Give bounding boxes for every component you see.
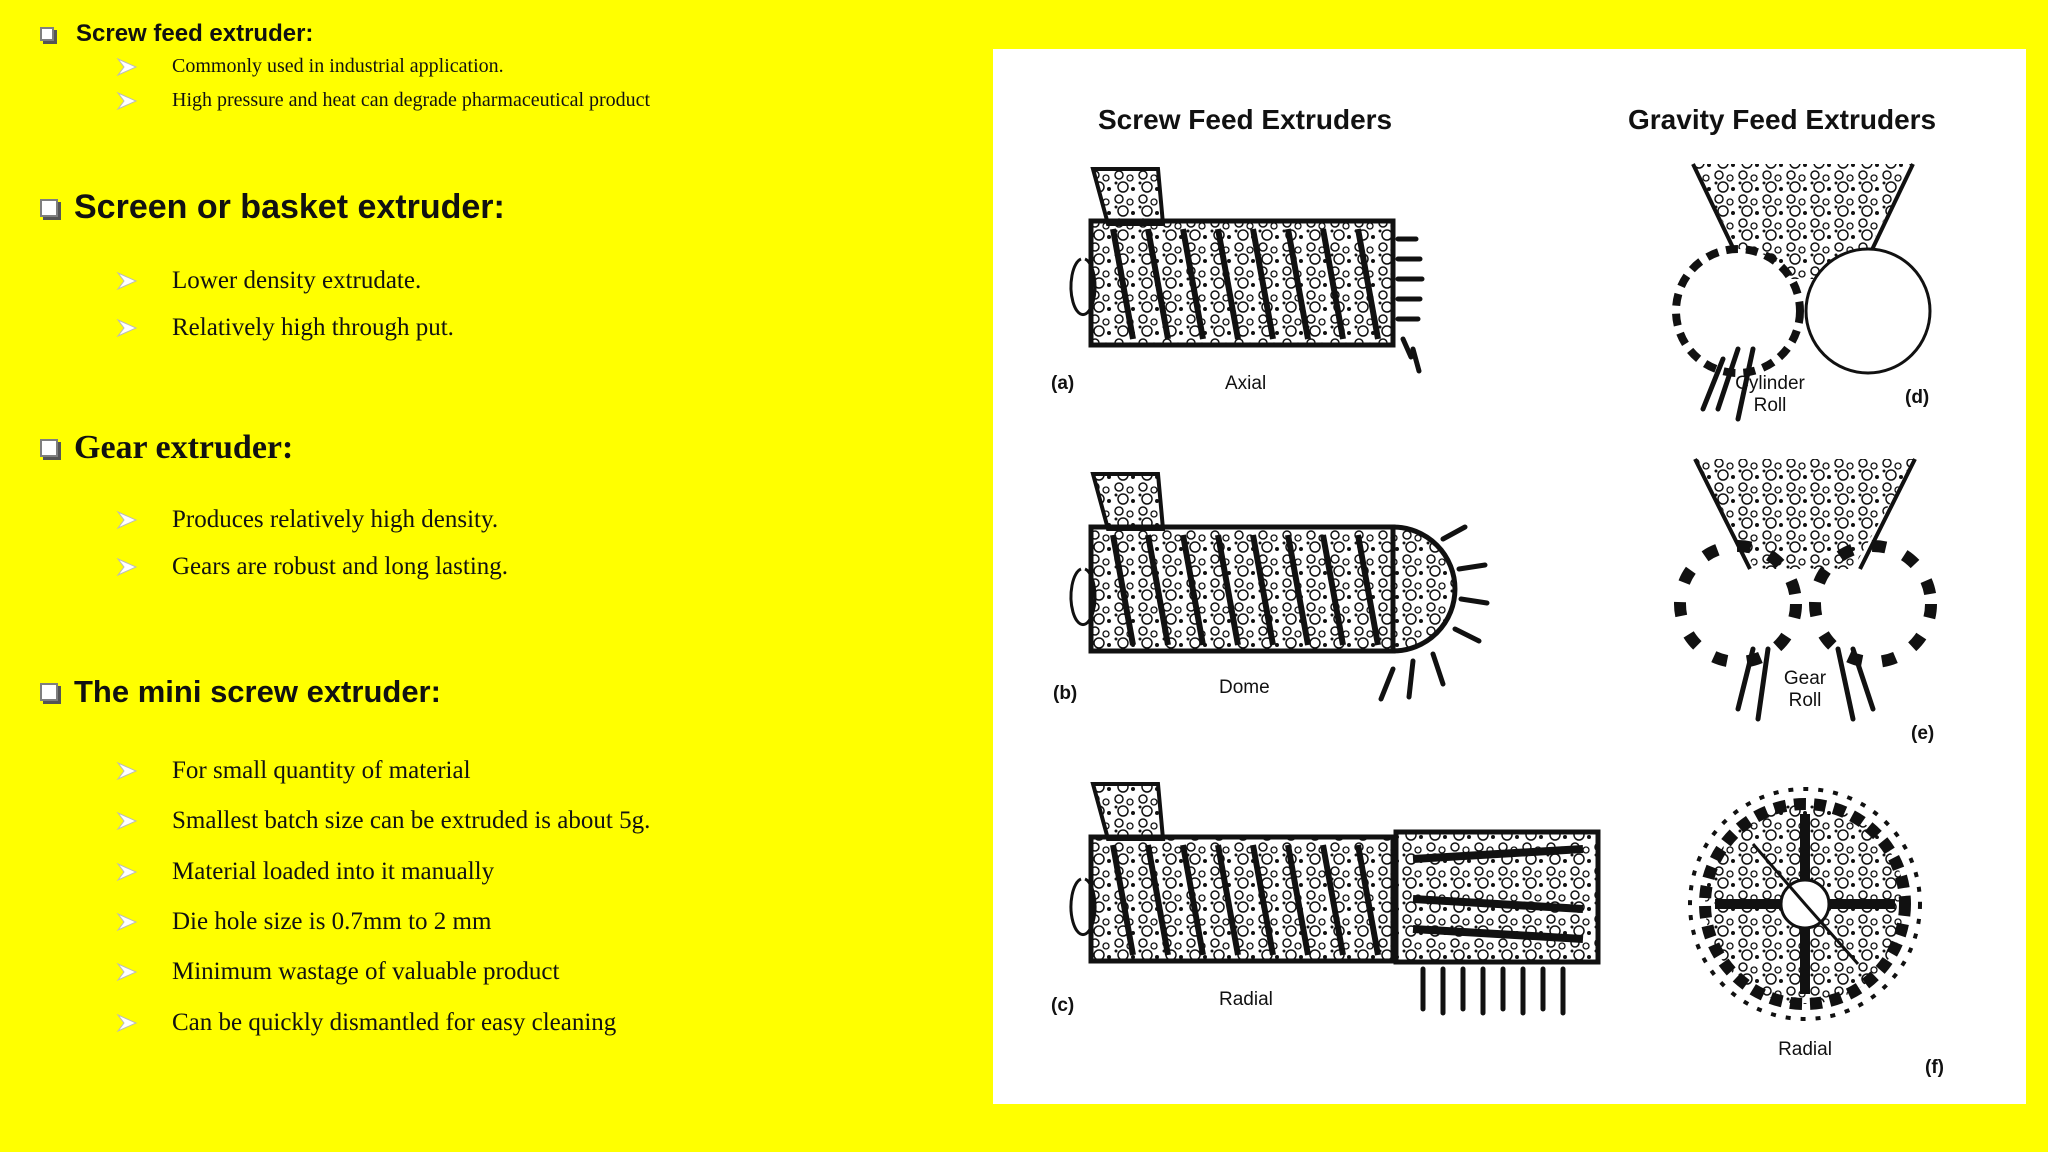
- panel-letter-c: (c): [1051, 995, 1075, 1016]
- panel-label-dome: Dome: [1219, 677, 1270, 698]
- bullet-text: Commonly used in industrial application.: [172, 55, 504, 77]
- arrow-bullet-icon: [116, 556, 138, 578]
- arrow-bullet-icon: [116, 861, 138, 883]
- checkbox-bullet-icon: [40, 683, 58, 701]
- arrow-bullet-icon: [116, 911, 138, 933]
- bullet-text: Gears are robust and long lasting.: [172, 553, 509, 580]
- heading-text: The mini screw extruder:: [74, 674, 441, 709]
- bullet-text: Material loaded into it manually: [172, 858, 495, 885]
- bullet-text: Relatively high through put.: [172, 314, 454, 341]
- bullet-text: High pressure and heat can degrade pharmaceutical product: [172, 89, 651, 111]
- checkbox-bullet-icon: [40, 199, 58, 217]
- dome-screw-extruder: [1071, 474, 1487, 699]
- arrow-bullet-icon: [116, 961, 138, 983]
- bullet-item: [116, 757, 471, 785]
- extruder-figure: [993, 49, 2026, 1104]
- right-title: Gravity Feed Extruders: [1628, 104, 1937, 135]
- axial-screw-extruder: [1071, 169, 1422, 371]
- bullet-item: [116, 1009, 616, 1037]
- panel-letter-b: (b): [1053, 683, 1078, 704]
- bullet-text: Can be quickly dismantled for easy cleaning: [172, 1009, 617, 1036]
- bullet-text: Produces relatively high density.: [172, 506, 499, 533]
- panel-label-cylinder: Cylinder: [1735, 373, 1805, 394]
- panel-letter-a: (a): [1051, 373, 1075, 394]
- bullet-text: Minimum wastage of valuable product: [172, 958, 560, 985]
- heading-text: Gear extruder:: [74, 429, 294, 466]
- radial-screw-extruder: [1071, 784, 1598, 1013]
- arrow-bullet-icon: [116, 1012, 138, 1034]
- radial-basket-extruder: [1690, 789, 1920, 1019]
- checkbox-bullet-icon: [40, 27, 54, 41]
- bullet-item: [116, 89, 650, 112]
- arrow-bullet-icon: [116, 509, 138, 531]
- panel-label-axial: Axial: [1225, 373, 1267, 394]
- bullet-item: [116, 958, 559, 986]
- arrow-bullet-icon: [116, 90, 138, 112]
- bullet-item: [116, 858, 494, 886]
- bullet-item: [116, 553, 508, 581]
- section-heading-gear: [40, 429, 293, 467]
- arrow-bullet-icon: [116, 760, 138, 782]
- section-heading-screw-feed: [40, 20, 313, 48]
- section-heading-screen-basket: [40, 188, 505, 227]
- panel-letter-f: (f): [1925, 1057, 1944, 1078]
- bullet-item: [116, 908, 491, 936]
- panel-label-radial-c: Radial: [1219, 989, 1273, 1010]
- extruder-diagram: [993, 49, 2026, 1104]
- panel-letter-d: (d): [1905, 387, 1930, 408]
- panel-letter-e: (e): [1911, 723, 1935, 744]
- arrow-bullet-icon: [116, 270, 138, 292]
- panel-label-roll: Roll: [1788, 690, 1822, 711]
- heading-text: Screen or basket extruder:: [74, 188, 505, 226]
- checkbox-bullet-icon: [40, 439, 58, 457]
- heading-text: Screw feed extruder:: [76, 20, 314, 47]
- bullet-item: [116, 314, 454, 342]
- bullet-text: For small quantity of material: [172, 757, 471, 784]
- bullet-item: [116, 506, 498, 534]
- panel-label-radial-f: Radial: [1778, 1039, 1832, 1060]
- panel-label-roll: Roll: [1753, 395, 1787, 416]
- arrow-bullet-icon: [116, 317, 138, 339]
- bullet-item: [116, 807, 650, 835]
- section-heading-mini-screw: [40, 674, 441, 710]
- bullet-item: [116, 55, 504, 78]
- arrow-bullet-icon: [116, 56, 138, 78]
- arrow-bullet-icon: [116, 810, 138, 832]
- left-title: Screw Feed Extruders: [1098, 104, 1393, 135]
- bullet-item: [116, 267, 421, 295]
- bullet-text: Lower density extrudate.: [172, 267, 422, 294]
- bullet-text: Smallest batch size can be extruded is about 5g.: [172, 807, 651, 834]
- bullet-text: Die hole size is 0.7mm to 2 mm: [172, 908, 492, 935]
- panel-label-gear: Gear: [1783, 668, 1827, 689]
